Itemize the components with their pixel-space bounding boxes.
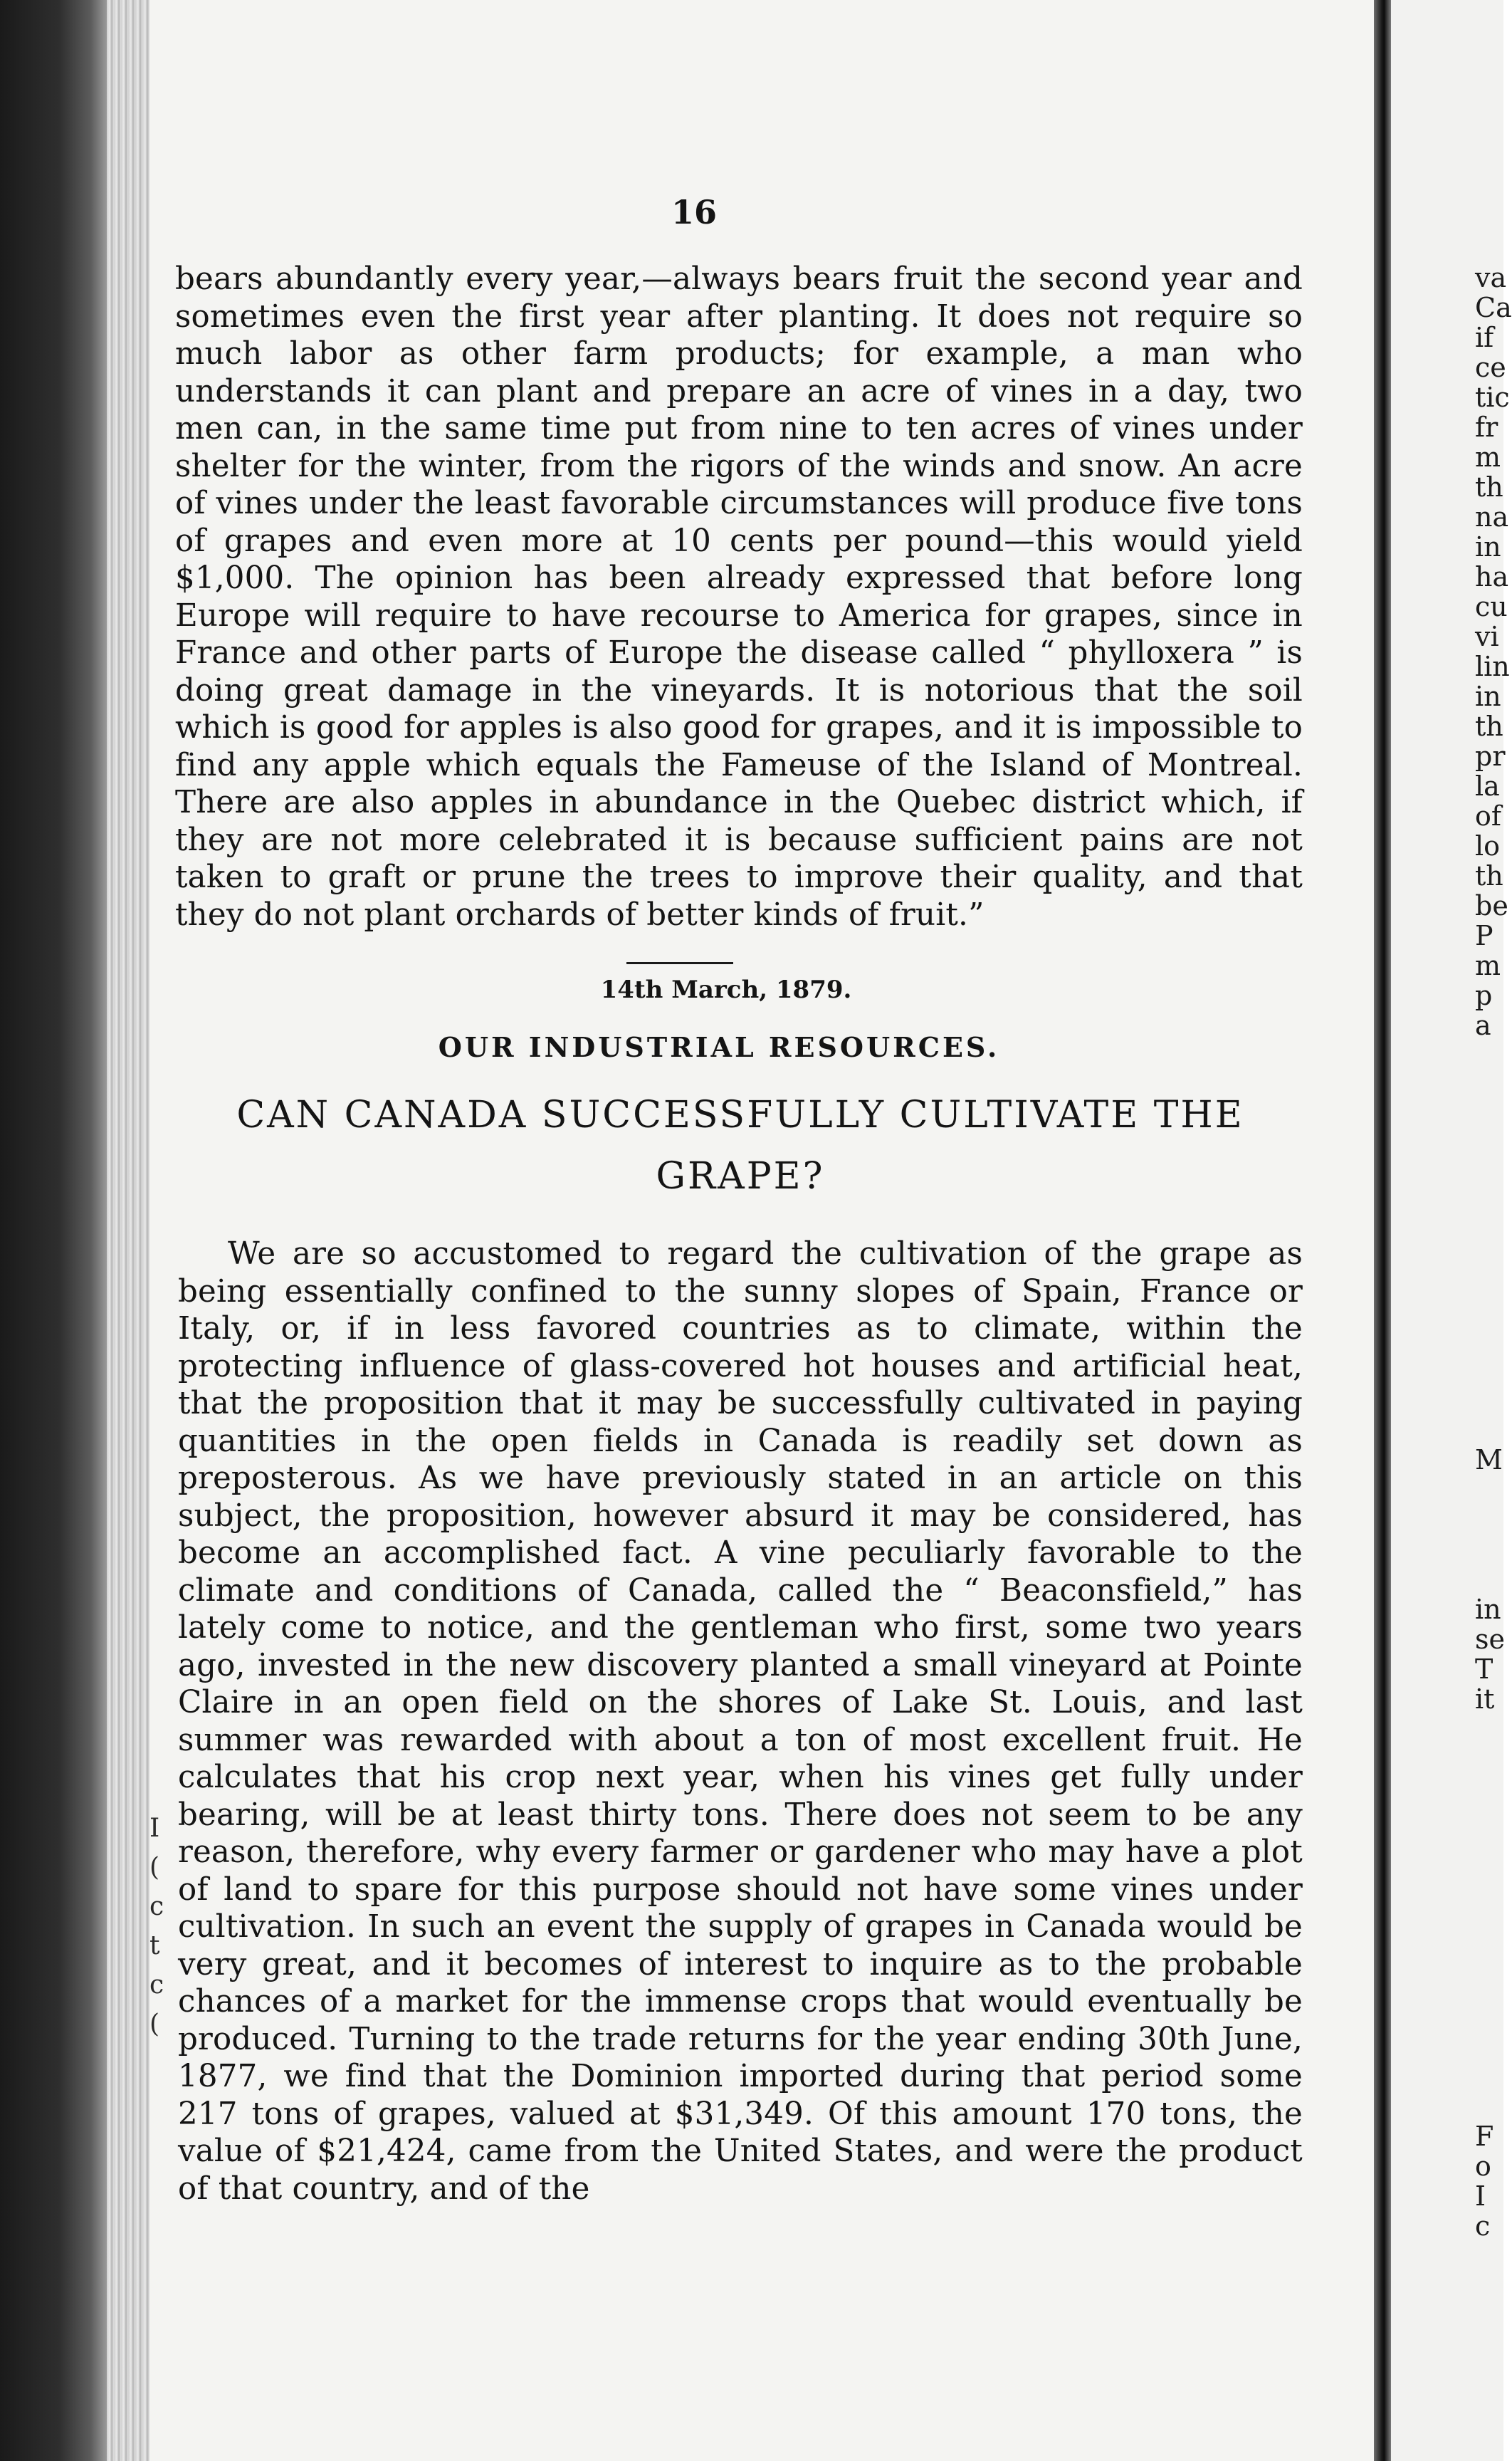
- facing-text-fragment: be: [1475, 890, 1508, 921]
- facing-text-fragment: F: [1475, 2121, 1494, 2152]
- facing-text-fragment: ce: [1475, 352, 1506, 383]
- facing-text-fragment: in: [1475, 1594, 1501, 1625]
- continued-paragraph: bears abundantly every year,—always bears fruit the second year and sometimes even the first year after planting. It does not require so much labor as other farm products; for example, a man who understands it can plant and prepare an acre of vines in a day, two men can, in the same time put from nine to ten acres of vines under shelter for the winter, from the rigors of the winds and snow. An acre of vines under the least favorable circumstances will produce five tons of grapes and even more at 10 cents per pound—this would yield $1,000. The opinion has been already expressed that before long Europe will require to have recourse to America for grapes, since in France and other parts of Europe the disease called “ phylloxera ” is doing great damage in the vineyards. It is notorious that the soil which is good for apples is also good for grapes, and it is impossible to find any apple which equals the Fameuse of the Island of Montreal. There are also apples in abundance in the Quebec district which, if they are not more celebrated it is because sufficient pains are not taken to graft or prune the trees to improve their quality, and that they do not plant orchards of better kinds of fruit.”: [175, 261, 1303, 933]
- facing-text-fragment: T: [1475, 1653, 1493, 1685]
- facing-text-fragment: P: [1475, 920, 1493, 951]
- book-gutter: [1374, 0, 1391, 2461]
- facing-text-fragment: tic: [1475, 382, 1510, 413]
- facing-text-fragment: if: [1475, 322, 1494, 353]
- facing-text-fragment: th: [1475, 711, 1503, 742]
- article-title: CAN CANADA SUCCESSFULLY CULTIVATE THE GRAPE?: [236, 1094, 1244, 1198]
- facing-text-fragment: fr: [1475, 412, 1498, 443]
- article-paragraph: We are so accustomed to regard the cultivation of the grape as being essentially confined to the sunny slopes of Spain, France or Italy, or, if in less favored countries as to climate, within the protecting influence of glass-covered hot houses and artificial heat, that the proposition that it may be successfully cultivated in paying quantities in the open fields in Canada is readily set down as preposterous. As we have previously stated in an article on this subject, the proposition, however absurd it may be considered, has become an accomplished fact. A vine peculiarly favorable to the climate and conditions of Canada, called the “ Beaconsfield,” has lately come to notice, and the gentleman who first, some two years ago, invested in the new discovery planted a small vineyard at Pointe Claire in an open field on the shores of Lake St. Louis, and last summer was rewarded with about a ton of most excellent fruit. He calculates that his crop next year, when his vines get fully under bearing, will be at least thirty tons. There does not seem to be any reason, therefore, why every farmer or gardener who may have a plot of land to spare for this purpose should not have some vines under cultivation. In such an event the supply of grapes in Canada would be very great, and it becomes of interest to inquire as to the probable chances of a market for the immense crops that would eventually be produced. Turning to the trade returns for the year ending 30th June, 1877, we find that the Dominion imported during that period some 217 tons of grapes, valued at $31,349. Of this amount 170 tons, the value of $21,424, came from the United States, and were the product of that country, and of the: [178, 1236, 1303, 2207]
- facing-text-fragment: c: [1475, 2210, 1491, 2242]
- facing-text-fragment: se: [1475, 1624, 1505, 1655]
- margin-mark: t: [149, 1931, 160, 1960]
- section-heading: OUR INDUSTRIAL RESOURCES.: [438, 1031, 1000, 1063]
- margin-mark: (: [149, 1853, 160, 1882]
- facing-text-fragment: of: [1475, 800, 1501, 832]
- facing-text-fragment: th: [1475, 860, 1503, 892]
- facing-text-fragment: vi: [1475, 621, 1499, 652]
- facing-text-fragment: ha: [1475, 561, 1509, 592]
- facing-page: [1391, 0, 1512, 2461]
- margin-mark: I: [149, 1814, 160, 1843]
- facing-text-fragment: m: [1475, 950, 1501, 981]
- facing-text-fragment: o: [1475, 2151, 1491, 2182]
- dateline: 14th March, 1879.: [600, 976, 852, 1004]
- facing-text-fragment: la: [1475, 770, 1500, 802]
- facing-text-fragment: M: [1475, 1444, 1503, 1475]
- facing-text-fragment: na: [1475, 501, 1509, 533]
- book-page-edges: [107, 0, 149, 2461]
- facing-text-fragment: lo: [1475, 830, 1501, 862]
- margin-mark: c: [149, 1892, 164, 1921]
- facing-text-fragment: m: [1475, 441, 1501, 473]
- facing-text-fragment: lin: [1475, 651, 1510, 682]
- facing-text-fragment: a: [1475, 1010, 1491, 1041]
- facing-text-fragment: I: [1475, 2180, 1486, 2212]
- facing-text-fragment: th: [1475, 471, 1503, 503]
- scanner-left-margin: [0, 0, 107, 2461]
- page-content: [175, 192, 1303, 2207]
- facing-text-fragment: in: [1475, 531, 1501, 563]
- margin-mark: (: [149, 2010, 160, 2039]
- left-margin-marks: [149, 1809, 164, 2044]
- facing-text-fragment: cu: [1475, 591, 1508, 622]
- facing-text-fragment: va: [1475, 262, 1507, 293]
- section-divider: [626, 962, 733, 964]
- facing-text-fragment: Ca: [1475, 292, 1512, 323]
- facing-text-fragment: it: [1475, 1683, 1495, 1715]
- facing-text-fragment: in: [1475, 681, 1501, 712]
- facing-text-fragment: p: [1475, 980, 1493, 1011]
- margin-mark: c: [149, 1970, 164, 2000]
- page-number: 16: [671, 193, 717, 231]
- facing-text-fragment: pr: [1475, 741, 1506, 772]
